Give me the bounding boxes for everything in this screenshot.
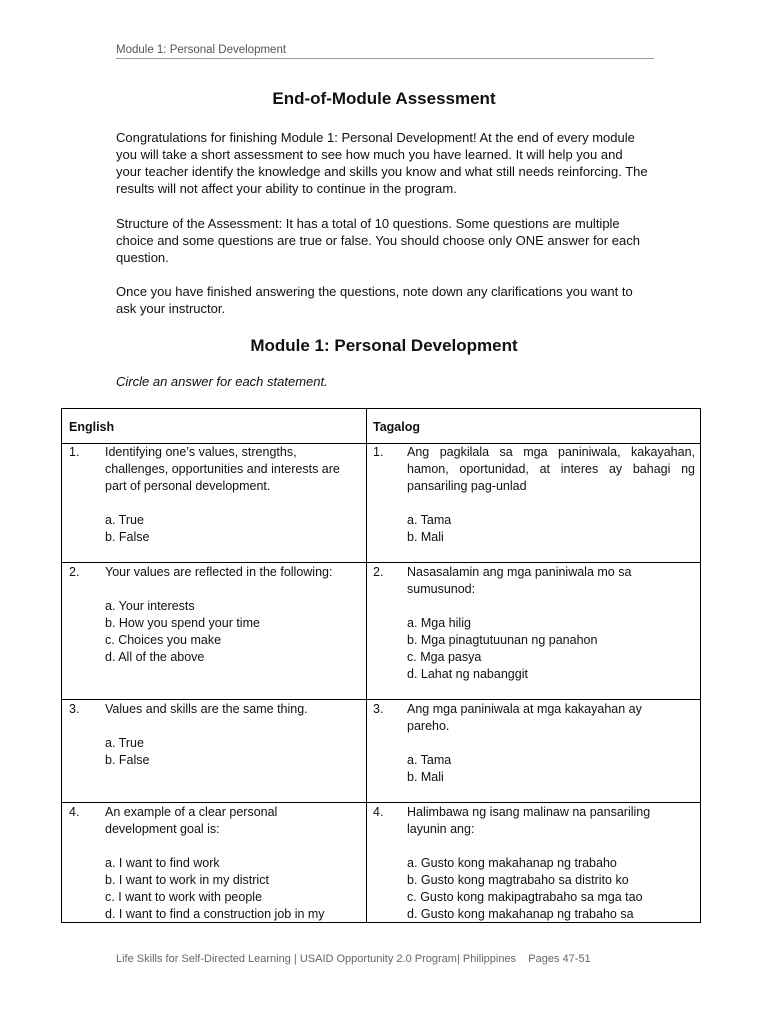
- row-divider: [62, 802, 700, 803]
- answer-options: [407, 512, 695, 546]
- question-number: 4.: [69, 805, 80, 819]
- question-number: 2.: [69, 565, 80, 579]
- answer-option: d. I want to find a construction job in my: [105, 907, 325, 921]
- english-question-1: [105, 444, 355, 546]
- module-title: Module 1: Personal Development: [250, 336, 518, 355]
- answer-option: b. Mali: [407, 770, 444, 784]
- assessment-title: End-of-Module Assessment: [272, 89, 496, 108]
- answer-option: a. Tama: [407, 513, 452, 527]
- instruction-text: Circle an answer for each statement.: [116, 374, 328, 389]
- question-number: 3.: [69, 702, 80, 716]
- answer-option: a. True: [105, 736, 144, 750]
- answer-option: b. Mga pinagtutuunan ng panahon: [407, 633, 598, 647]
- answer-option: a. I want to find work: [105, 856, 220, 870]
- answer-option: b. False: [105, 530, 150, 544]
- answer-options: [105, 855, 355, 923]
- structure-paragraph: Structure of the Assessment: It has a total of 10 questions. Some questions are multiple choice and some questions are true or false. You should choose only ONE answer for each question.: [116, 216, 640, 265]
- answer-options: [407, 752, 667, 786]
- english-question-2: [105, 564, 355, 666]
- english-column-header: English: [69, 420, 115, 434]
- answer-option: b. False: [105, 753, 150, 767]
- answer-option: c. Choices you make: [105, 633, 222, 647]
- answer-option: a. Tama: [407, 753, 452, 767]
- question-text: Identifying one’s values, strengths, challenges, opportunities and interests are part of personal development.: [105, 445, 340, 493]
- question-number: 4.: [373, 805, 384, 819]
- page-range: Pages 47-51: [528, 953, 591, 965]
- question-text: An example of a clear personal development goal is:: [105, 805, 278, 836]
- english-question-4: [105, 804, 355, 923]
- column-divider: [366, 409, 367, 922]
- answer-option: d. Gusto kong makahanap ng trabaho sa: [407, 907, 634, 921]
- answer-option: a. Your interests: [105, 599, 195, 613]
- answer-option: d. All of the above: [105, 650, 205, 664]
- answer-options: [105, 598, 355, 666]
- answer-options: [105, 512, 355, 546]
- answer-option: a. Mga hilig: [407, 616, 471, 630]
- row-divider: [62, 562, 700, 563]
- question-number: 2.: [373, 565, 384, 579]
- tagalog-question-4: [407, 804, 695, 923]
- english-question-3: [105, 701, 355, 769]
- answer-option: c. Gusto kong makipagtrabaho sa mga tao: [407, 890, 643, 904]
- footer-text: Life Skills for Self-Directed Learning | USAID Opportunity 2.0 Program| Philippines: [116, 953, 517, 965]
- header-divider: [116, 58, 654, 59]
- answer-option: b. I want to work in my district: [105, 873, 269, 887]
- closing-paragraph: Once you have finished answering the questions, note down any clarifications you want to ask your instructor.: [116, 284, 633, 316]
- intro-paragraph: Congratulations for finishing Module 1: Personal Development! At the end of every module you will take a short assessment to see how much you have learned. It will help you and your teacher identify the knowledge and skills you know and what still needs reinforcing. The results will not affect your ability to continue in the program.: [116, 130, 648, 196]
- answer-option: b. How you spend your time: [105, 616, 260, 630]
- answer-options: [407, 855, 695, 923]
- tagalog-question-2: [407, 564, 695, 683]
- page-footer: [116, 953, 591, 965]
- answer-option: b. Gusto kong magtrabaho sa distrito ko: [407, 873, 629, 887]
- question-number: 1.: [373, 445, 384, 459]
- question-text: Ang pagkilala sa mga paniniwala, kakayahan, hamon, oportunidad, at interes ay bahagi ng pansariling pag-unlad: [407, 445, 695, 493]
- assessment-table: [61, 408, 701, 923]
- tagalog-column-header: Tagalog: [373, 420, 420, 434]
- question-text: Ang mga paniniwala at mga kakayahan ay pareho.: [407, 702, 642, 733]
- answer-options: [407, 615, 695, 683]
- answer-option: a. True: [105, 513, 144, 527]
- running-header: Module 1: Personal Development: [116, 44, 287, 56]
- question-text: Values and skills are the same thing.: [105, 702, 308, 716]
- row-divider: [62, 699, 700, 700]
- answer-option: c. I want to work with people: [105, 890, 263, 904]
- answer-option: d. Lahat ng nabanggit: [407, 667, 528, 681]
- answer-options: [105, 735, 355, 769]
- question-number: 1.: [69, 445, 80, 459]
- question-number: 3.: [373, 702, 384, 716]
- question-text: Nasasalamin ang mga paniniwala mo sa sumusunod:: [407, 565, 632, 596]
- answer-option: b. Mali: [407, 530, 444, 544]
- question-text: Your values are reflected in the following:: [105, 565, 333, 579]
- answer-option: a. Gusto kong makahanap ng trabaho: [407, 856, 617, 870]
- answer-option: c. Mga pasya: [407, 650, 482, 664]
- tagalog-question-3: [407, 701, 667, 786]
- question-text: Halimbawa ng isang malinaw na pansariling layunin ang:: [407, 805, 651, 836]
- tagalog-question-1: [407, 444, 695, 546]
